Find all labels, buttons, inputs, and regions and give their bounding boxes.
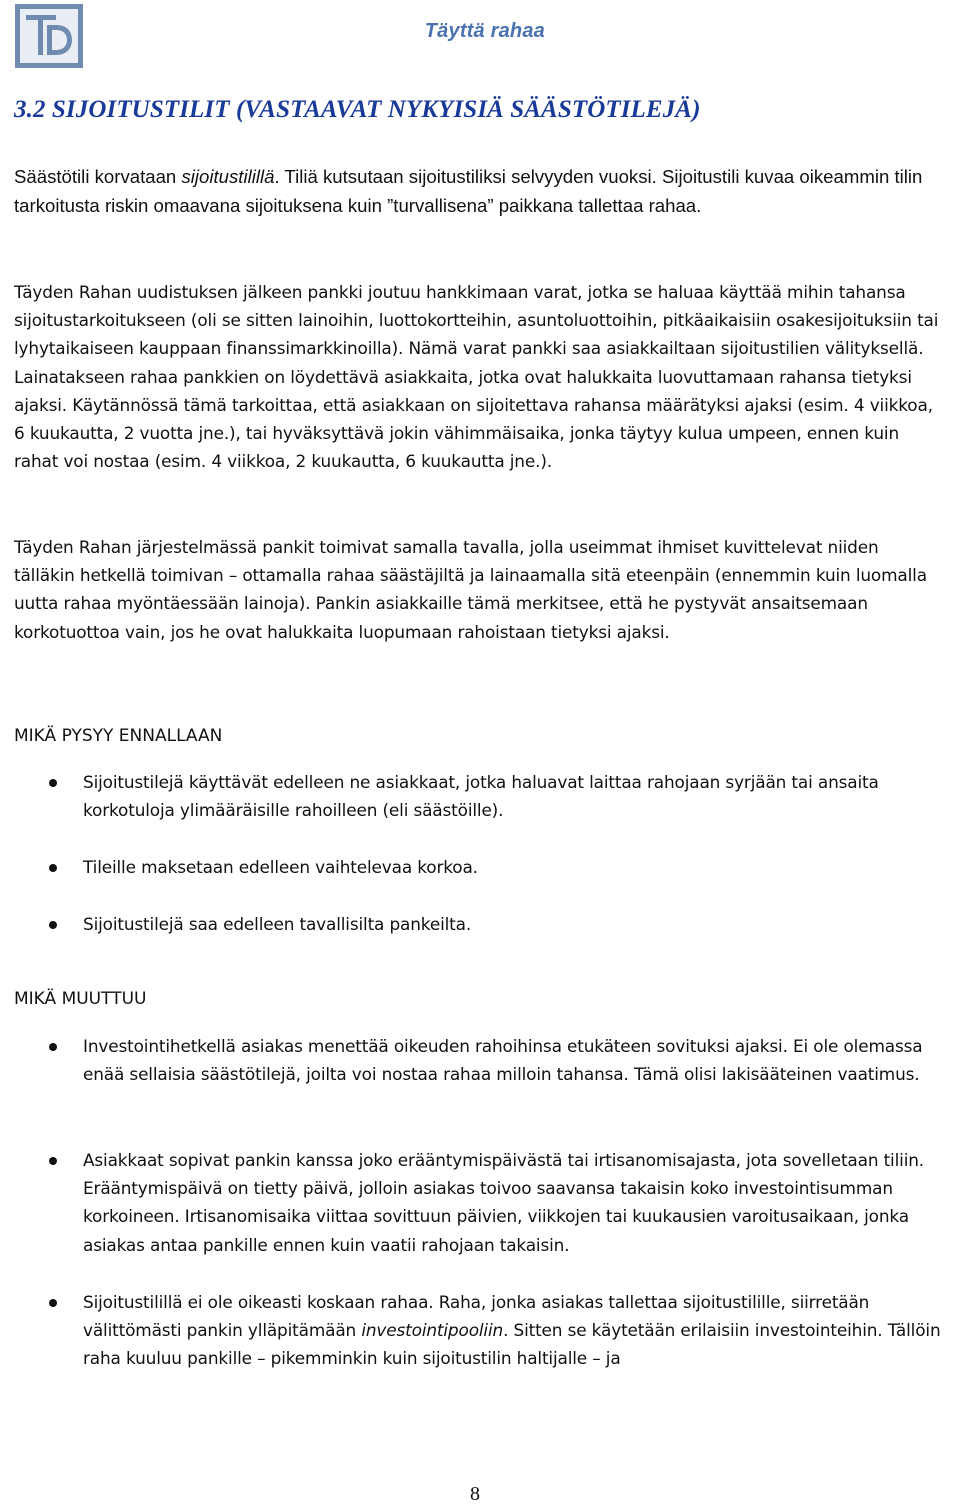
logo bbox=[15, 4, 83, 68]
paragraph-investment-funding: Täyden Rahan uudistuksen jälkeen pankki joutuu hankkimaan varat, jotka se haluaa käyttää mihin tahansa sijoitustarkoitukseen (oli se sitten lainoihin, luottokortteihin, asuntoluottoihin, pitkäaikaisiin osakesijoituksiin tai lyhytaikaiseen kauppaan finanssimarkkinoilla). Nämä varat pankki saa asiakkailtaan sijoitustilien välityksellä. Lainatakseen rahaa pankkien on löydettävä asiakkaita, jotka ovat halukkaita luovuttamaan rahansa tietyksi ajaksi. Käytännössä tämä tarkoittaa, että asiakkaan on sijoitettava rahansa määrätyksi ajaksi (esim. 4 viikkoa, 6 kuukautta, 2 vuotta jne.), tai hyväksyttävä jokin vähimmäisaika, jonka täytyy kulua umpeen, ennen kuin rahat voi nostaa (esim. 4 viikkoa, 2 kuukautta, 6 kuukautta jne.). bbox=[14, 282, 939, 472]
bullet-icon bbox=[49, 864, 57, 872]
bullet-icon bbox=[49, 1299, 57, 1307]
bullet-icon bbox=[49, 779, 57, 787]
page-number: 8 bbox=[470, 1483, 480, 1505]
intro-text-end: . Tiliä kutsutaan sijoitustiliksi selvyyden vuoksi. Sijoitustili kuvaa oikeammin tilin tarkoitusta riskin omaavana sijoituksena kuin ”turvallisena” paikkana tallettaa rahaa. bbox=[14, 166, 923, 216]
list-item-text: Investointihetkellä asiakas menettää oikeuden rahoihinsa etukäteen sovituksi ajaksi. Ei ole olemassa enää sellaisia säästötilejä, joilta voi nostaa rahaa milloin tahansa. Tämä olisi lakisääteinen vaatimus. bbox=[83, 1036, 923, 1085]
list-item-text: Sijoitustilejä käyttävät edelleen ne asiakkaat, jotka haluavat laittaa rahojaan syrjään tai ansaita korkotuloja ylimääräisille rahoilleen (eli säästöille). bbox=[83, 772, 879, 821]
bullet-icon bbox=[49, 1157, 57, 1165]
intro-text-start: Säästötili korvataan bbox=[14, 166, 182, 187]
intro-paragraph bbox=[14, 163, 944, 220]
unchanged-heading: MIKÄ PYSYY ENNALLAAN bbox=[14, 726, 223, 746]
intro-term-italic: sijoitustilillä bbox=[181, 166, 275, 187]
bullet-icon bbox=[49, 921, 57, 929]
item-text-start: Sijoitustilillä ei ole oikeasti koskaan rahaa. Raha, jonka asiakas tallettaa sijoitustilille, siirretään välittömästi pankin ylläpitämään bbox=[83, 1292, 870, 1341]
td-logo-icon bbox=[20, 9, 78, 63]
document-header-title: Täyttä rahaa bbox=[424, 20, 545, 42]
list-item-text bbox=[83, 1288, 949, 1373]
section-heading: 3.2 SIJOITUSTILIT (VASTAAVAT NYKYISIÄ SÄÄSTÖTILEJÄ) bbox=[14, 96, 701, 123]
list-item-text: Tileille maksetaan edelleen vaihtelevaa korkoa. bbox=[83, 857, 478, 877]
changes-heading: MIKÄ MUUTTUU bbox=[14, 989, 147, 1009]
list-item-text: Sijoitustilejä saa edelleen tavallisilta pankeilta. bbox=[83, 914, 472, 934]
paragraph-banking-system: Täyden Rahan järjestelmässä pankit toimivat samalla tavalla, jolla useimmat ihmiset kuvittelevat niiden tälläkin hetkellä toimivan – ottamalla rahaa säästäjiltä ja lainaamalla sitä eteenpäin (ennemmin kuin luomalla uutta rahaa myöntäessään lainoja). Pankin asiakkaille tämä merkitsee, että he pystyvät ansaitsemaan korkotuottoa vain, jos he ovat halukkaita luopumaan rahoistaan tietyksi ajaksi. bbox=[14, 537, 927, 642]
list-item-text: Asiakkaat sopivat pankin kanssa joko erääntymispäivästä tai irtisanomisajasta, jota sovelletaan tiliin. Erääntymispäivä on tietty päivä, jolloin asiakas toivoo saavansa takaisin koko investointisumman korkoineen. Irtisanomisaika viittaa sovittuun päivien, viikkojen tai kuukausien varoitusaikaan, jonka asiakas antaa pankille ennen kuin vaatii rahojaan takaisin. bbox=[83, 1150, 925, 1255]
bullet-icon bbox=[49, 1043, 57, 1051]
item-term-italic: investointipooliin bbox=[361, 1320, 504, 1341]
item-text-end: . Sitten se käytetään erilaisiin investointeihin. Tällöin raha kuuluu pankille – pikemminkin kuin sijoitustilin haltijalle – ja bbox=[83, 1320, 941, 1369]
